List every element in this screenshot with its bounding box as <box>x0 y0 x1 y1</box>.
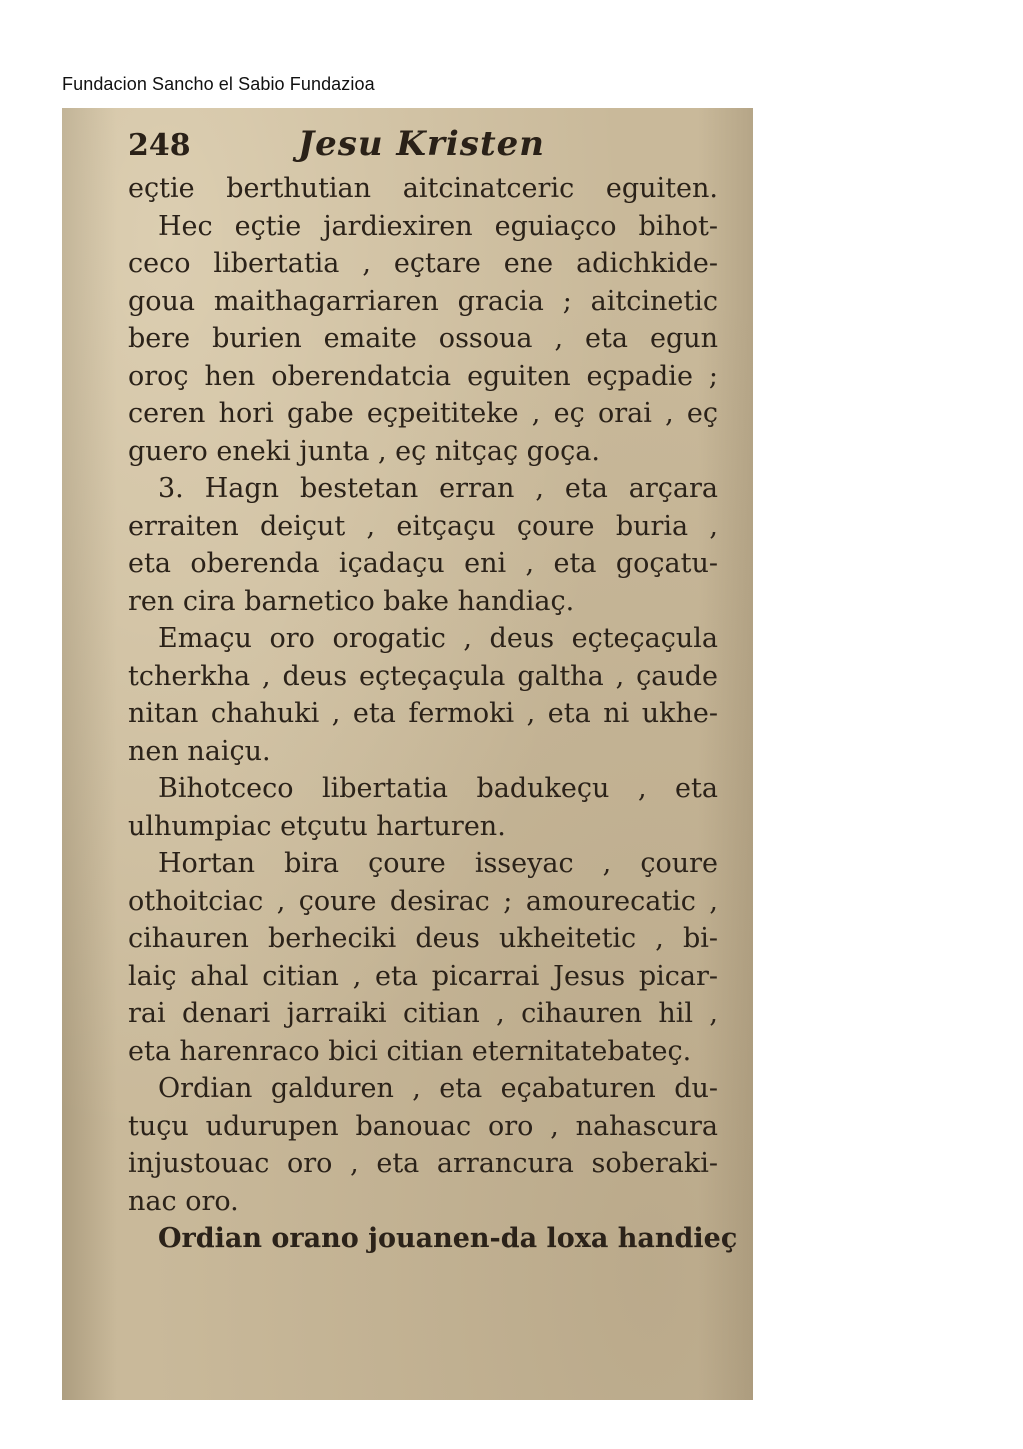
text-line: Hortan bira çoure isseyac , çoure <box>158 848 718 879</box>
text-line: 3. Hagn bestetan erran , eta arçara <box>158 473 718 504</box>
text-line: Bihotceco libertatia badukeçu , eta <box>158 773 718 804</box>
text-line: tuçu udurupen banouac oro , nahascura <box>128 1110 718 1142</box>
text-line: Emaçu oro orogatic , deus eçteçaçula <box>158 623 718 654</box>
text-line: bere burien emaite ossoua , eta egun <box>128 323 718 354</box>
page-text <box>128 170 738 1258</box>
text-line: eta harenraco bici citian eternitatebateç. <box>128 1035 692 1067</box>
text-line: Ordian galduren , eta eçabaturen du- <box>158 1073 718 1104</box>
text-line: othoitciac , çoure desirac ; amourecatic , <box>128 885 718 917</box>
archive-attribution: Fundacion Sancho el Sabio Fundazioa <box>62 74 375 94</box>
text-line: Ordian orano jouanen-da loxa handieç <box>158 1223 738 1254</box>
running-head <box>128 122 688 168</box>
page-number: 248 <box>128 128 191 163</box>
text-line: rai denari jarraiki citian , cihauren hil , <box>128 998 718 1029</box>
text-line: goua maithagarriaren gracia ; aitcinetic <box>128 285 718 317</box>
text-line: tcherkha , deus eçteçaçula galtha , çaude <box>128 660 718 692</box>
text-line: guero eneki junta , eç nitçaç goça. <box>128 435 600 467</box>
text-line: laiç ahal citian , eta picarrai Jesus picar- <box>128 960 718 992</box>
text-line: nen naiçu. <box>128 735 271 767</box>
text-line: eçtie berthutian aitcinatceric eguiten. <box>128 173 718 204</box>
running-title: Jesu Kristen <box>298 124 545 164</box>
text-line: eta oberenda içadaçu eni , eta goçatu- <box>128 548 718 579</box>
text-line: ceren hori gabe eçpeititeke , eç orai , eç <box>128 398 718 429</box>
text-line: cihauren berheciki deus ukheitetic , bi- <box>128 923 718 954</box>
text-line: oroç hen oberendatcia eguiten eçpadie ; <box>128 360 718 392</box>
text-line: injustouac oro , eta arrancura soberaki- <box>128 1148 718 1179</box>
text-line: ulhumpiac etçutu harturen. <box>128 810 506 842</box>
scanned-page <box>62 108 753 1400</box>
text-line: Hec eçtie jardiexiren eguiaçco bihot- <box>158 210 718 242</box>
text-line: ceco libertatia , eçtare ene adichkide- <box>128 248 718 279</box>
text-line: nitan chahuki , eta fermoki , eta ni ukhe- <box>128 698 718 729</box>
text-line: nac oro. <box>128 1185 239 1217</box>
text-line: ren cira barnetico bake handiaç. <box>128 585 575 617</box>
text-line: erraiten deiçut , eitçaçu çoure buria , <box>128 510 718 542</box>
